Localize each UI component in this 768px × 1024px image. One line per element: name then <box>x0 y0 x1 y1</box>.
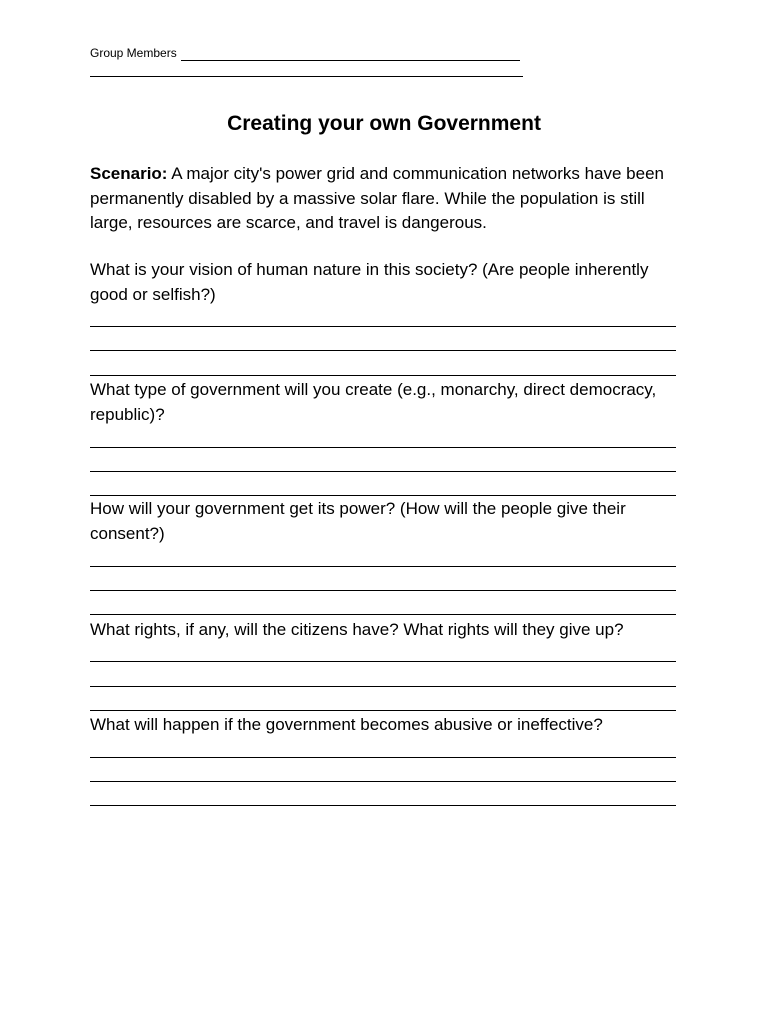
group-members-label: Group Members <box>90 46 177 60</box>
answer-line <box>90 590 676 591</box>
question-1: What is your vision of human nature in this society? (Are people inherently good or selfish?) <box>90 260 649 304</box>
answer-line <box>90 661 676 662</box>
answer-line <box>90 710 676 711</box>
page-title: Creating your own Government <box>227 112 541 135</box>
answer-line <box>90 757 676 758</box>
answer-line <box>90 350 676 351</box>
question-4: What rights, if any, will the citizens have? What rights will they give up? <box>90 620 624 639</box>
scenario-paragraph <box>90 162 682 236</box>
answer-line <box>90 566 676 567</box>
question-3: How will your government get its power? (How will the people give their consent?) <box>90 499 626 543</box>
question-2: What type of government will you create (e.g., monarchy, direct democracy, republic)? <box>90 380 657 424</box>
answer-line <box>90 805 676 806</box>
group-members-row <box>90 45 522 61</box>
answer-line <box>90 326 676 327</box>
answer-line <box>90 375 676 376</box>
group-members-blank-2 <box>90 76 523 77</box>
answer-line <box>90 781 676 782</box>
answer-line <box>90 447 676 448</box>
answer-line <box>90 471 676 472</box>
answer-line <box>90 495 676 496</box>
scenario-text: A major city's power grid and communication networks have been permanently disabled by a massive solar flare. While the population is still large, resources are scarce, and travel is dangerous. <box>90 164 664 232</box>
scenario-label: Scenario: <box>90 164 168 183</box>
answer-line <box>90 686 676 687</box>
question-5: What will happen if the government becomes abusive or ineffective? <box>90 715 603 734</box>
answer-line <box>90 614 676 615</box>
group-members-blank-1 <box>181 47 520 61</box>
